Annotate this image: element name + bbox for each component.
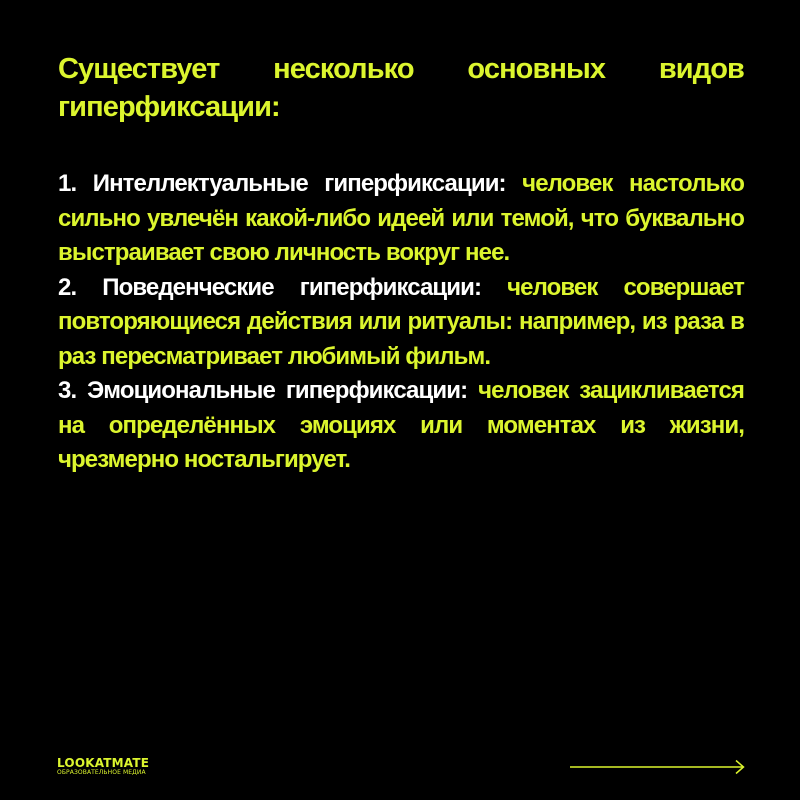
item-number: 2.: [58, 273, 77, 301]
item-description: человек совершает повторяющиеся действия или ритуалы: например, из раза в раз пересматривает любимый фильм.: [58, 273, 744, 370]
item-term: Интеллектуальные гиперфиксации:: [92, 170, 506, 197]
item-number: 1.: [58, 170, 77, 197]
brand-logo: [57, 757, 149, 776]
list-item: [58, 167, 744, 271]
arrow-right-icon[interactable]: [570, 759, 746, 775]
item-term: Поведенческие гиперфиксации:: [102, 273, 482, 301]
hyperfixation-list: [58, 167, 744, 478]
item-number: 3.: [58, 377, 77, 404]
item-description: человек настолько сильно увлечён какой-либо идеей или темой, что буквально выстраивает свою личность вокруг нее.: [58, 170, 744, 266]
item-term: Эмоциональные гиперфиксации:: [87, 377, 468, 404]
logo-name: LOOKATMATE: [57, 756, 150, 770]
list-item: [58, 271, 744, 375]
list-item: [58, 374, 744, 478]
page-title: Существует несколько основных видов гиперфиксации:: [58, 53, 744, 123]
logo-subtitle: ОБРАЗОВАТЕЛЬНОЕ МЕДИА: [57, 769, 146, 776]
item-description: человек зацикливается на определённых эмоциях или моментах из жизни, чрезмерно ностальгирует.: [58, 377, 744, 473]
